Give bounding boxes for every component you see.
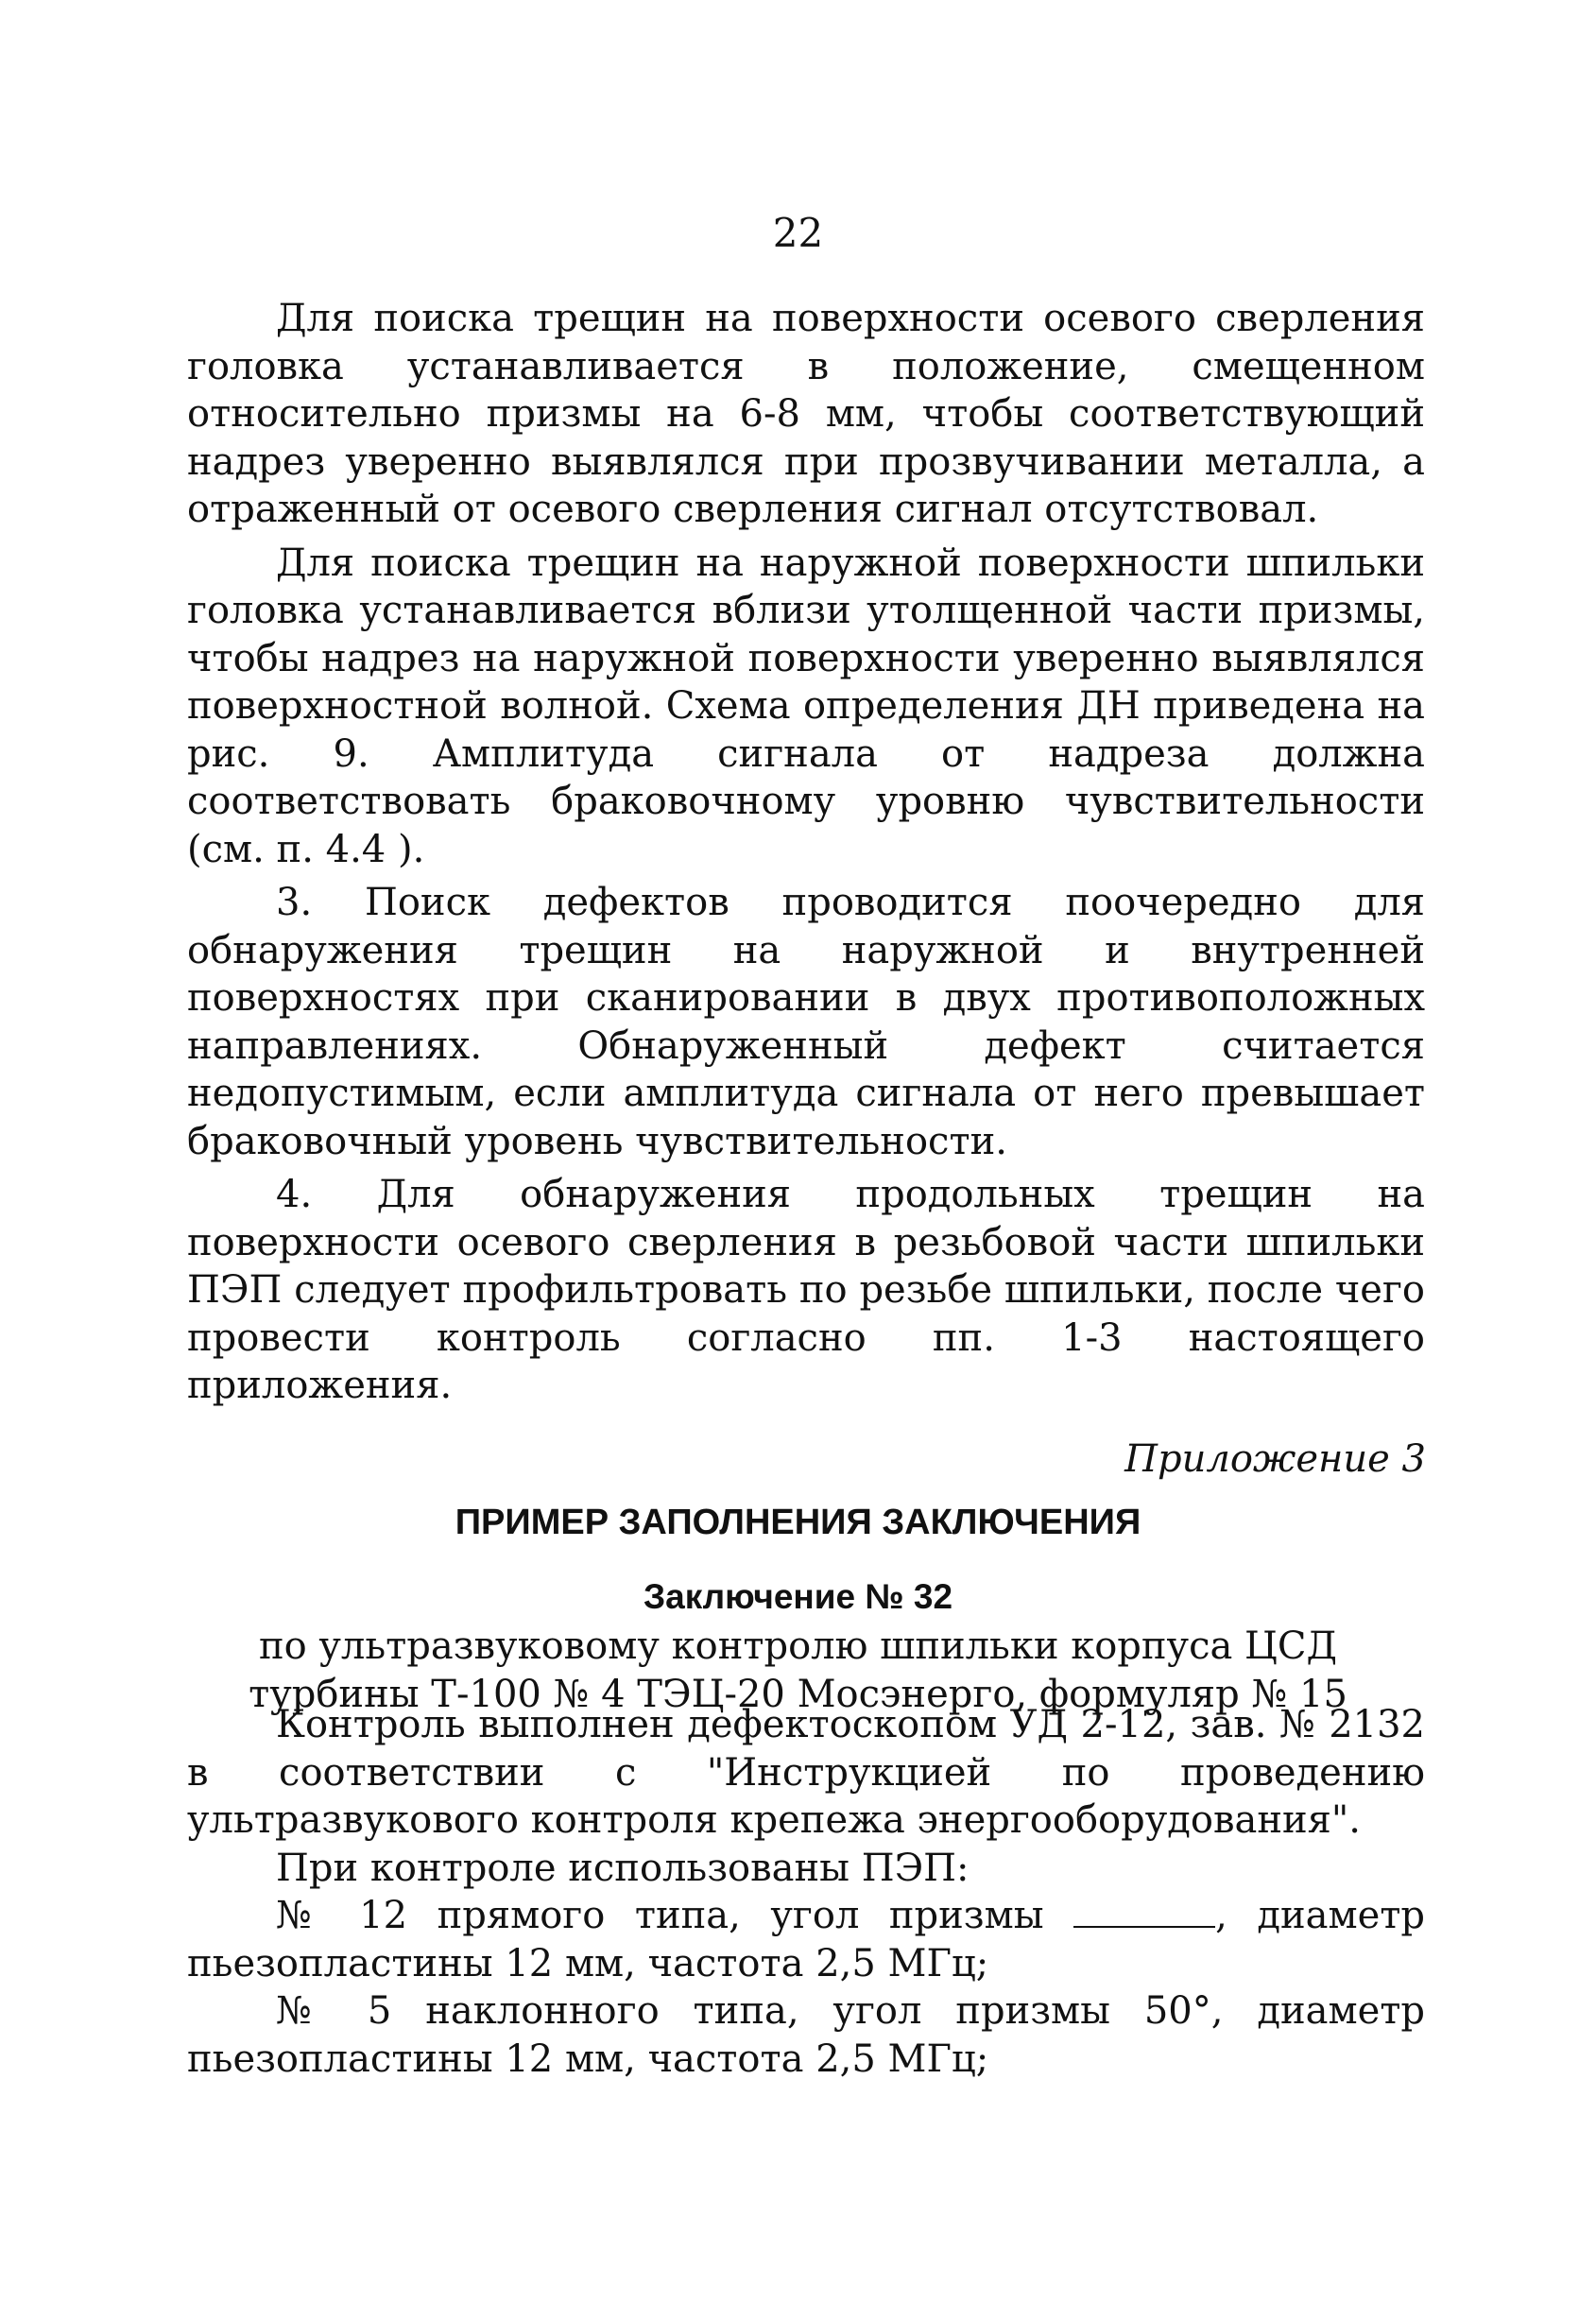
conclusion-body <box>187 1701 1425 2083</box>
paragraph-item-3-defect-search: 3. Поиск дефектов проводится поочередно для обнаружения трещин на наружной и внутренней поверхностях при сканировании в двух противоположных направлениях. Обнаруженный дефект считается недопустимым, если амплитуда сигнала от него превышает браковочный уровень чувствительности. <box>187 881 1425 1163</box>
paragraph-probe-12 <box>187 1892 1425 1987</box>
appendix-label: Приложение 3 <box>1124 1437 1426 1481</box>
blank-fill-line <box>1073 1894 1215 1928</box>
paragraph-probe-5: № 5 наклонного типа, угол призмы 50°, диаметр пьезопластины 12 мм, частота 2,5 МГц; <box>187 1989 1425 2081</box>
top-section <box>187 295 1425 1410</box>
conclusion-subtitle-line-1: по ультразвуковому контролю шпильки корпуса ЦСД <box>258 1624 1338 1668</box>
probe-12-text-before-blank: № 12 прямого типа, угол призмы <box>276 1894 1044 1937</box>
conclusion-subtitle-line-2: турбины Т-100 № 4 ТЭЦ-20 Мосэнерго, формуляр № 15 <box>249 1673 1347 1716</box>
probe-12-text-after-blank: , диаметр пьезопластины 12 мм, частота 2,5 МГц; <box>187 1894 1425 1985</box>
paragraph-outer-surface-search: Для поиска трещин на наружной поверхности шпильки головка устанавливается вблизи утолщенной части призмы, чтобы надрез на наружной поверхности уверенно выявлялся поверхностной волной. Схема определения ДН приведена на рис. 9. Амплитуда сигнала от надреза должна соответствовать браковочному уровню чувствительности (см. п. 4.4 ). <box>187 541 1425 871</box>
page-number: 22 <box>772 210 824 256</box>
section-heading: ПРИМЕР ЗАПОЛНЕНИЯ ЗАКЛЮЧЕНИЯ <box>455 1503 1141 1542</box>
conclusion-title: Заключение № 32 <box>643 1577 953 1616</box>
paragraph-axial-bore-search: Для поиска трещин на поверхности осевого сверления головка устанавливается в положение, смещенном относительно призмы на 6-8 мм, чтобы соответствующий надрез уверенно выявлялся при прозвучивании металла, а отраженный от осевого сверления сигнал отсутствовал. <box>187 297 1425 531</box>
paragraph-probes-used: При контроле использованы ПЭП: <box>276 1846 970 1890</box>
paragraph-control-performed: Контроль выполнен дефектоскопом УД 2-12, зав. № 2132 в соответствии с "Инструкцией по проведению ультразвукового контроля крепежа энергооборудования". <box>187 1703 1425 1842</box>
paragraph-item-4-longitudinal-cracks: 4. Для обнаружения продольных трещин на поверхности осевого сверления в резьбовой части шпильки ПЭП следует профильтровать по резьбе шпильки, после чего провести контроль согласно пп. 1-3 настоящего приложения. <box>187 1173 1425 1407</box>
